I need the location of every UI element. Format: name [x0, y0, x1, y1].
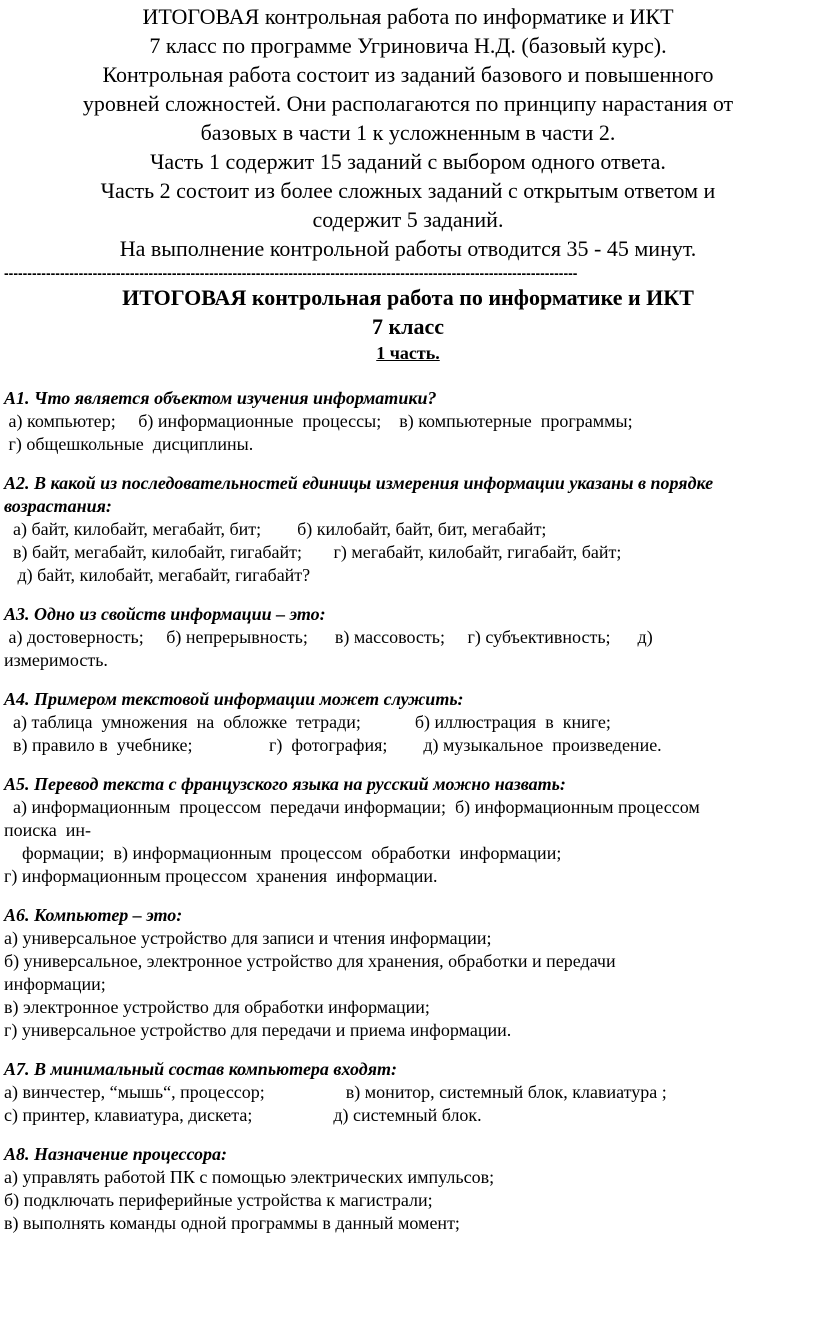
intro-line: Часть 2 состоит из более сложных заданий с открытым ответом и: [100, 178, 716, 203]
answer-line: а) информационным процессом передачи информации; б) информационным процессом: [4, 797, 700, 817]
answer-line: а) винчестер, “мышь“, процессор; в) монитор, системный блок, клавиатура ;: [4, 1082, 667, 1102]
question-title: А3. Одно из свойств информации – это:: [4, 604, 326, 624]
intro-block: [0, 0, 816, 263]
question-a7: [0, 1058, 816, 1127]
question-a3: [0, 603, 816, 672]
answer-line: а) таблица умножения на обложке тетради; б) иллюстрация в книге;: [4, 712, 611, 732]
answer-line: а) управлять работой ПК с помощью электрических импульсов;: [4, 1167, 495, 1187]
question-title: А2. В какой из последовательностей единицы измерения информации указаны в порядке возрастания:: [4, 473, 714, 516]
answer-line: д) байт, килобайт, мегабайт, гигабайт?: [4, 565, 311, 585]
dashed-divider: ---------------------------------------------------------------------------------------------------------------------------: [4, 265, 578, 281]
question-title: А7. В минимальный состав компьютера входят:: [4, 1059, 397, 1079]
intro-line: базовых в части 1 к усложненным в части 2.: [200, 120, 616, 145]
answer-line: в) байт, мегабайт, килобайт, гигабайт; г) мегабайт, килобайт, гигабайт, байт;: [4, 542, 622, 562]
answer-line: с) принтер, клавиатура, дискета; д) системный блок.: [4, 1105, 482, 1125]
answer-line: в) правило в учебнике; г) фотография; д) музыкальное произведение.: [4, 735, 662, 755]
answer-line: измеримость.: [4, 650, 108, 670]
answer-line: информации;: [4, 974, 106, 994]
answer-line: б) универсальное, электронное устройство для хранения, обработки и передачи: [4, 951, 616, 971]
question-title: А5. Перевод текста с французского языка на русский можно назвать:: [4, 774, 566, 794]
answer-line: б) подключать периферийные устройства к магистрали;: [4, 1190, 433, 1210]
answer-line: а) компьютер; б) информационные процессы; в) компьютерные программы;: [4, 411, 633, 431]
question-a4: [0, 688, 816, 757]
intro-line: Контрольная работа состоит из заданий базового и повышенного: [102, 62, 714, 87]
intro-line: 7 класс по программе Угриновича Н.Д. (базовый курс).: [149, 33, 667, 58]
intro-line: уровней сложностей. Они располагаются по принципу нарастания от: [82, 91, 734, 116]
answer-line: поиска ин-: [4, 820, 91, 840]
question-a1: [0, 387, 816, 456]
test-title: ИТОГОВАЯ контрольная работа по информатике и ИКТ: [122, 285, 694, 310]
question-a2: [0, 472, 816, 587]
answer-line: а) байт, килобайт, мегабайт, бит; б) килобайт, байт, бит, мегабайт;: [4, 519, 547, 539]
question-a8: [0, 1143, 816, 1235]
question-title: А6. Компьютер – это:: [4, 905, 183, 925]
question-title: А4. Примером текстовой информации может служить:: [4, 689, 464, 709]
intro-line: На выполнение контрольной работы отводится 35 - 45 минут.: [119, 236, 697, 261]
answer-line: в) электронное устройство для обработки информации;: [4, 997, 430, 1017]
test-grade: 7 класс: [371, 314, 445, 339]
intro-line: Часть 1 содержит 15 заданий с выбором одного ответа.: [150, 149, 666, 174]
part-heading: 1 часть.: [376, 343, 440, 363]
question-title: А8. Назначение процессора:: [4, 1144, 228, 1164]
answer-line: г) информационным процессом хранения информации.: [4, 866, 438, 886]
question-a6: [0, 904, 816, 1042]
answer-line: в) выполнять команды одной программы в данный момент;: [4, 1213, 460, 1233]
question-title: А1. Что является объектом изучения информатики?: [4, 388, 437, 408]
intro-line: содержит 5 заданий.: [312, 207, 504, 232]
answer-line: а) достоверность; б) непрерывность; в) массовость; г) субъективность; д): [4, 627, 653, 647]
answer-line: а) универсальное устройство для записи и чтения информации;: [4, 928, 492, 948]
answer-line: г) общешкольные дисциплины.: [4, 434, 254, 454]
answer-line: г) универсальное устройство для передачи и приема информации.: [4, 1020, 512, 1040]
answer-line: формации; в) информационным процессом обработки информации;: [4, 843, 562, 863]
intro-line: ИТОГОВАЯ контрольная работа по информатике и ИКТ: [142, 4, 674, 29]
question-a5: [0, 773, 816, 888]
